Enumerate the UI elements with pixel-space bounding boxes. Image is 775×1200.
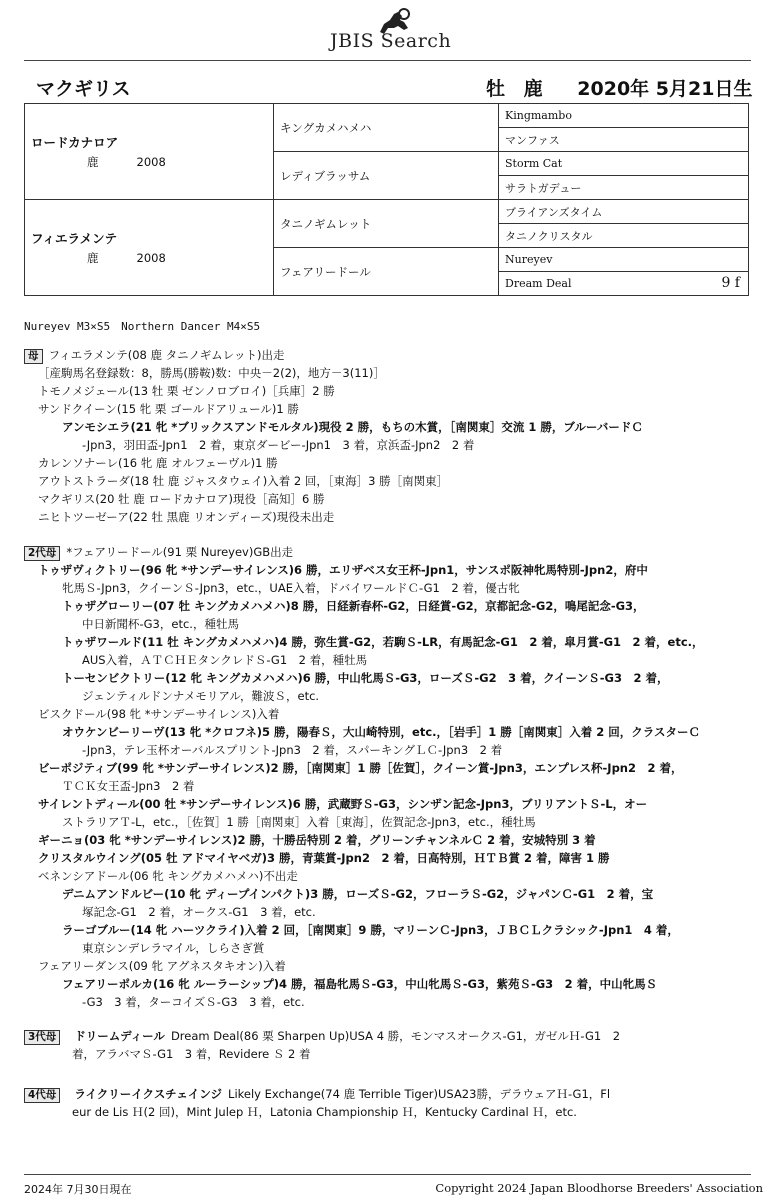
ggp-cell[interactable]: Storm Cat — [499, 152, 749, 176]
dam-line: -Jpn3，羽田盃-Jpn1 2 着，東京ダービー-Jpn1 3 着，京浜盃-Jpn2 2 着 — [82, 438, 475, 452]
sire-color: 鹿 — [87, 155, 99, 169]
sire-year: 2008 — [136, 155, 166, 169]
dam-color: 鹿 — [87, 251, 99, 265]
second-dam-line: トーセンビクトリー(12 牝 キングカメハメハ)6 勝，中山牝馬Ｓ-G3，ローズＳ-G2 3 着，クイーンＳ-G3 2 着， — [62, 671, 669, 685]
sire-cell — [25, 104, 274, 200]
fourth-dam-name: ライクリーイクスチェインジ — [74, 1087, 223, 1101]
dam-cell — [25, 200, 274, 296]
dam-line: ニヒトツーゼーア(22 牡 黒鹿 リオンディーズ)現役未出走 — [38, 510, 335, 524]
second-dam-line: ＴＣＫ女王盃-Jpn3 2 着 — [62, 779, 195, 793]
third-dam-name: ドリームディール — [74, 1029, 165, 1043]
second-dam-line: トゥザグローリー(07 牡 キングカメハメハ)8 勝，日経新春杯-G2，日経賞-G2，京都記念-G2，鳴尾記念-G3， — [62, 599, 645, 613]
dam-line: トモノメジェール(13 牡 栗 ゼンノロブロイ)［兵庫］2 勝 — [38, 384, 335, 398]
second-dam-line: ギーニョ(03 牝 *サンデーサイレンス)2 勝，十勝岳特別 2 着，グリーンチャンネルＣ 2 着，安城特別 3 着 — [38, 833, 596, 847]
gp-cell[interactable]: フェアリードール — [274, 248, 499, 296]
dam-name[interactable]: フィエラメンテ — [31, 231, 118, 246]
dam-section — [24, 346, 754, 526]
footer-divider — [24, 1174, 751, 1175]
pedigree-table — [24, 103, 749, 296]
fourth-dam-line: Likely Exchange(74 鹿 Terrible Tiger)USA23勝，デラウェアＨ-G1，Fl — [228, 1087, 611, 1101]
second-dam-line: トゥザワールド(11 牡 キングカメハメハ)4 勝，弥生賞-G2，若駒Ｓ-LR，有馬記念-G1 2 着，皐月賞-G1 2 着，etc.， — [62, 635, 704, 649]
second-dam-line: ビスクドール(98 牝 *サンデーサイレンス)入着 — [38, 707, 280, 721]
fourth-dam-section — [24, 1085, 754, 1121]
horse-name: マクギリス — [36, 78, 131, 100]
horse-profile — [486, 74, 764, 101]
horse-sex: 牡 — [486, 78, 506, 100]
second-dam-line: 中日新聞杯-G3，etc.，種牡馬 — [82, 617, 239, 631]
second-dam-line: デニムアンドルビー(10 牝 ディープインパクト)3 勝，ローズＳ-G2，フローラＳ-G2，ジャパンＣ-G1 2 着，宝 — [62, 887, 654, 901]
second-dam-line: トゥザヴィクトリー(96 牝 *サンデーサイレンス)6 勝，エリザベス女王杯-Jpn1，サンスポ阪神牝馬特別-Jpn2，府中 — [38, 563, 648, 577]
second-dam-line: ストラリアＴ-L，etc.，［佐賀］1 勝［南関東］入着［東海］，佐賀記念-Jpn3，etc.，種牡馬 — [62, 815, 536, 829]
dam-line: ［産駒馬名登録数：8，勝馬(勝鞍)数：中央－2(2)，地方－3(11)］ — [38, 366, 385, 380]
sire-name[interactable]: ロードカナロア — [31, 135, 119, 150]
dam-line: マクギリス(20 牡 鹿 ロードカナロア)現役［高知］6 勝 — [38, 492, 325, 506]
second-dam-line: ジェンティルドンナメモリアル，難波Ｓ，etc. — [82, 689, 320, 703]
gp-cell[interactable]: キングカメハメハ — [274, 104, 499, 152]
ggp-cell[interactable]: サラトガデュー — [499, 176, 749, 200]
footer-copyright: Copyright 2024 Japan Bloodhorse Breeders' Association — [435, 1181, 763, 1195]
dam-tag: 母 — [24, 349, 43, 364]
dam-line: アウトストラーダ(18 牡 鹿 ジャスタウェイ)入着 2 回，［東海］3 勝［南関東］ — [38, 474, 449, 488]
ggp-cell[interactable]: タニノクリスタル — [499, 224, 749, 248]
gp-cell[interactable]: タニノギムレット — [274, 200, 499, 248]
dam-year: 2008 — [136, 251, 166, 265]
second-dam-line: AUS入着，ＡＴＣＨＥタンクレドＳ-G1 2 着，種牡馬 — [82, 653, 368, 667]
second-dam-tag: 2代母 — [24, 546, 60, 561]
second-dam-line: 塚記念-G1 2 着，オークス-G1 3 着，etc. — [82, 905, 316, 919]
third-dam-line: 着，アラバマＳ-G1 3 着，Revidere Ｓ 2 着 — [72, 1047, 311, 1061]
dam-line: カレンソナーレ(16 牝 鹿 オルフェーヴル)1 勝 — [38, 456, 278, 470]
ggp-cell[interactable]: Kingmambo — [499, 104, 749, 128]
site-header — [0, 0, 775, 60]
second-dam-line: 牝馬Ｓ-Jpn3，クイーンＳ-Jpn3，etc.，UAE入着，ドバイワールドＣ-G1 2 着，優古牝 — [62, 581, 520, 595]
dam-line: サンドクイーン(15 牝 栗 ゴールドアリュール)1 勝 — [38, 402, 299, 416]
second-dam-line: クリスタルウイング(05 牡 アドマイヤベガ)3 勝，青葉賞-Jpn2 2 着，日高特別，ＨＴＢ賞 2 着，障害 1 勝 — [38, 851, 610, 865]
header-divider — [24, 60, 751, 61]
second-dam-line: -Jpn3，テレ玉杯オーバルスプリント-Jpn3 2 着，スパーキングＬＣ-Jpn3 2 着 — [82, 743, 503, 757]
dam-line: フィエラメンテ(08 鹿 タニノギムレット)出走 — [48, 348, 285, 362]
second-dam-line: ビーポジティブ(99 牝 *サンデーサイレンス)2 勝，［南関東］1 勝［佐賀］，クイーン賞-Jpn3，エンプレス杯-Jpn2 2 着， — [38, 761, 683, 775]
second-dam-line: フェアリーダンス(09 牝 アグネスタキオン)入着 — [38, 959, 286, 973]
second-dam-line: 東京シンデレラマイル，しらさぎ賞 — [82, 941, 265, 955]
horse-color: 鹿 — [523, 78, 543, 100]
gp-cell[interactable]: レディブラッサム — [274, 152, 499, 200]
ggp-cell[interactable]: マンファス — [499, 128, 749, 152]
site-logo-text[interactable]: JBIS Search — [330, 30, 452, 52]
second-dam-section — [24, 543, 754, 1011]
fourth-dam-line: eur de Lis Ｈ(2 回)，Mint Julep Ｈ，Latonia Championship Ｈ，Kentucky Cardinal Ｈ，etc. — [72, 1105, 577, 1119]
dam-line: アンモシエラ(21 牝 *ブリックスアンドモルタル)現役 2 勝，もちの木賞，［南関東］交流 1 勝，ブルーバードＣ — [62, 420, 643, 434]
second-dam-line: オウケンビーリーヴ(13 牝 *クロフネ)5 勝，陽春Ｓ，大山崎特別，etc.，［岩手］1 勝［南関東］入着 2 回，クラスターＣ — [62, 725, 700, 739]
second-dam-line: -G3 3 着，ターコイズＳ-G3 3 着，etc. — [82, 995, 305, 1009]
second-dam-line: ベネンシアドール(06 牝 キングカメハメハ)不出走 — [38, 869, 298, 883]
third-dam-line: Dream Deal(86 栗 Sharpen Up)USA 4 勝，モンマスオークス-G1，ガゼルＨ-G1 2 — [170, 1029, 621, 1043]
second-dam-line: サイレントディール(00 牡 *サンデーサイレンス)6 勝，武蔵野Ｓ-G3，シンザン記念-Jpn3，ブリリアントＳ-L，オー — [38, 797, 648, 811]
third-dam-tag: 3代母 — [24, 1030, 60, 1045]
inbreeding-info: Nureyev M3×S5 Northern Dancer M4×S5 — [24, 320, 261, 333]
fourth-dam-tag: 4代母 — [24, 1088, 60, 1103]
horse-birth: 2020年 5月21日生 — [577, 78, 753, 100]
second-dam-line: *フェアリードール(91 栗 Nureyev)GB出走 — [66, 545, 294, 559]
ggp-cell-last — [499, 272, 749, 296]
footer-date: 2024年 7月30日現在 — [24, 1183, 132, 1196]
second-dam-line: フェアリーポルカ(16 牝 ルーラーシップ)4 勝，福島牝馬Ｓ-G3，中山牝馬Ｓ-G3，紫苑Ｓ-G3 2 着，中山牝馬Ｓ — [62, 977, 658, 991]
family-number: 9 f — [721, 275, 740, 291]
ggp-cell[interactable]: Nureyev — [499, 248, 749, 272]
ggp-name[interactable]: Dream Deal — [505, 277, 572, 290]
ggp-cell[interactable]: ブライアンズタイム — [499, 200, 749, 224]
third-dam-section — [24, 1027, 754, 1063]
second-dam-line: ラーゴブルー(14 牝 ハーツクライ)入着 2 回，［南関東］9 勝，マリーンＣ-Jpn3，ＪＢＣＬクラシック-Jpn1 4 着， — [62, 923, 679, 937]
